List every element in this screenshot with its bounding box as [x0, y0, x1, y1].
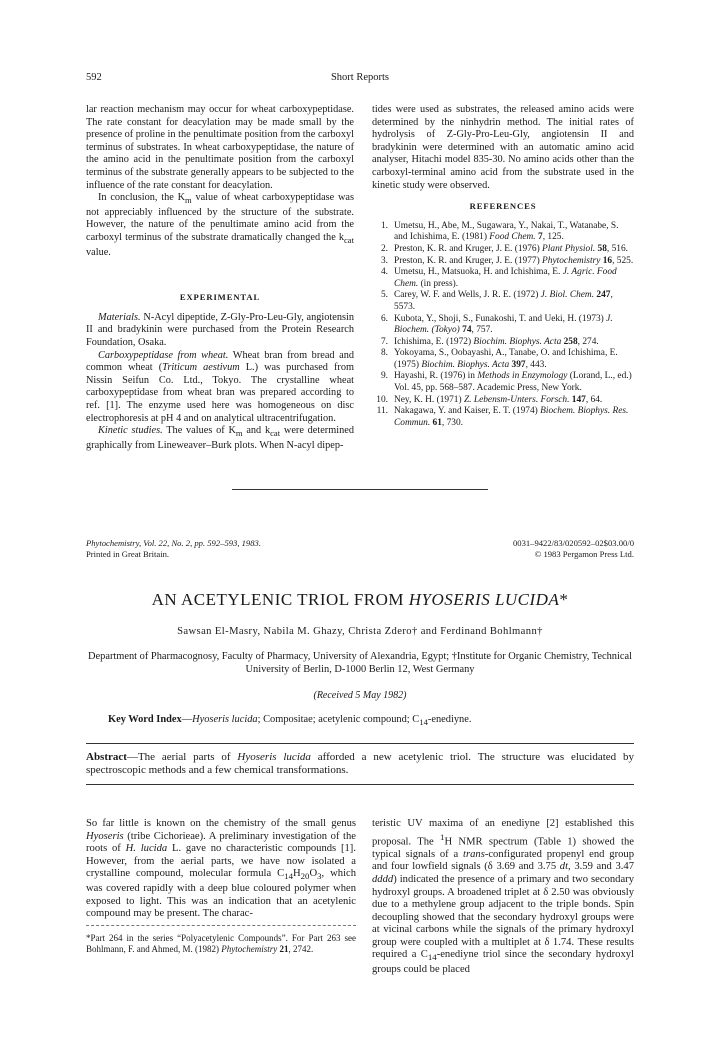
reference-number: 6. — [380, 313, 388, 324]
reference-item — [372, 314, 634, 337]
reference-text: Ney, K. H. (1971) Z. Lebensm-Unters. Forsch. 147, 64. — [394, 394, 603, 405]
experimental-heading: EXPERIMENTAL — [179, 292, 261, 303]
reference-item — [372, 221, 634, 244]
paragraph: In conclusion, the $K_m$ value of wheat carboxypeptidase was not appreciably influenced by the structure of the substrate. However, the nature of the penultimate amino acid from the carboxyl terminus of the substrate dramatically changed the $k_{cat}$ value. — [86, 192, 354, 258]
footnote-divider — [86, 925, 356, 926]
reference-item — [372, 290, 634, 313]
reference-text: Umetsu, H., Matsuoka, H. and Ichishima, E. J. Agric. Food Chem. (in press). — [394, 267, 617, 289]
reference-text: Umetsu, H., Abe, M., Sugawara, Y., Nakai, T., Watanabe, S. and Ichishima, E. (1981) Food Chem. 7, 125. — [394, 220, 619, 243]
reference-number: 4. — [380, 267, 388, 278]
reference-text: Preston, K. R. and Kruger, J. E. (1976) Plant Physiol. 58, 516. — [394, 243, 628, 254]
reference-text: Yokoyama, S., Oobayashi, A., Tanabe, O. and Ichishima, E. (1975) Biochim. Biophys. Acta 397, 443. — [394, 348, 618, 370]
paragraph: So far little is known on the chemistry of the small genus Hyoseris (tribe Cichorieae). A preliminary investigation of the roots of H. lucida L. gave no characteristic compounds [1]. However, from the aerial parts, we have now isolated a crystalline compound, molecular formula $C_{14}H_{20}O_3$, which was covered rapidly with a deep blue coloured polymer when exposed to light. This was an indication that an acetylenic compound may be present. The charac- — [86, 818, 357, 920]
reference-text: Ichishima, E. (1972) Biochim. Biophys. Acta 258, 274. — [394, 336, 599, 347]
paragraph: Carboxypeptidase from wheat. Wheat bran from bread and common wheat (Triticum aestivum L.) was purchased from Nissin Seifun Co. Ltd., Tokyo. The crystalline wheat carboxypeptidase from wheat bran was prepared according to ref. [1]. The enzyme used here was homogeneous on disc electrophoresis at pH 4 and on analytical ultracentrifugation. — [86, 349, 354, 424]
reference-number: 2. — [380, 243, 388, 254]
paragraph: teristic UV maxima of an enediyne [2] established this proposal. The $^1$H NMR spectrum (Table 1) showed the typical signals of a trans-configurated propenyl end group and four lowfield signals (δ 3.69 and 3.75 dt, 3.59 and 3.47 dddd) indicated the presence of a primary and two secondary hydroxyl groups. A broadened triplet at δ 2.50 was obviously due to a methylene group adjacent to the triple bonds. Spin decoupling showed that the secondary hydroxyl groups were at vicinal carbons while the signals of the primary hydroxyl group were coupled with a multiplet at δ 1.74. These results required a $C_{14}$-enediyne triol since the secondary hydroxyl groups could be placed — [372, 818, 635, 976]
page-header — [0, 72, 720, 86]
reference-item — [372, 395, 634, 407]
reference-number: 1. — [380, 220, 388, 231]
journal-code — [513, 538, 634, 560]
keywords-label: Key Word Index — [108, 714, 182, 725]
reference-number: 10. — [376, 394, 388, 405]
reference-number: 8. — [380, 348, 388, 359]
reference-item — [372, 371, 634, 394]
reference-number: 3. — [380, 255, 388, 266]
printed-in: Printed in Great Britain. — [86, 549, 170, 559]
reference-item — [372, 406, 634, 429]
references-heading: REFERENCES — [469, 201, 537, 212]
reference-item — [372, 267, 634, 290]
paragraph: tides were used as substrates, the released amino acids were determined by the ninhydrin method. The initial rates of hydrolysis of Z-Gly-Pro-Leu-Gly, angiotensin II and bradykinin were determined with an automatic amino acid analyser, Hitachi model 835-30. No amino acids other than the carboxyl-terminal amino acid from the substrate used in the kinetic study were observed. — [372, 104, 634, 191]
body-left-column — [86, 818, 356, 921]
keyword-index — [108, 714, 628, 727]
page-number: 592 — [86, 72, 102, 83]
journal-citation — [86, 538, 261, 560]
top-left-column — [86, 104, 354, 452]
divider — [86, 784, 634, 785]
reference-item — [372, 348, 634, 371]
authors: Sawsan El-Masry, Nabila M. Ghazy, Christa Zdero† and Ferdinand Bohlmann† — [177, 626, 543, 637]
reference-text: Carey, W. F. and Wells, J. R. E. (1972) J. Biol. Chem. 247, 5573. — [394, 290, 613, 312]
paragraph: Kinetic studies. The values of $K_m$ and $k_{cat}$ were determined graphically from Lineweaver–Burk plots. When N-acyl dipep- — [86, 425, 354, 451]
reference-item — [372, 244, 634, 256]
reference-list — [372, 221, 634, 430]
reference-number: 7. — [380, 336, 388, 347]
article-title: AN ACETYLENIC TRIOL FROM HYOSERIS LUCIDA* — [151, 590, 569, 609]
divider — [86, 743, 634, 744]
reference-text: Preston, K. R. and Kruger, J. E. (1977) Phytochemistry 16, 525. — [394, 255, 634, 266]
received-date: (Received 5 May 1982) — [313, 690, 407, 701]
reference-number: 11. — [376, 406, 388, 417]
keywords-text: —Hyoseris lucida; Compositae; acetylenic compound; $C_{14}$-enediyne. — [181, 714, 472, 728]
abstract-text: —The aerial parts of Hyoseris lucida afforded a new acetylenic triol. The structure was elucidated by spectroscopic methods and a few chemical transformations. — [86, 751, 634, 776]
footnote: *Part 264 in the series “Polyacetylenic Compounds”. For Part 263 see Bohlmann, F. and Ahmed, M. (1982) Phytochemistry 21, 2742. — [86, 933, 356, 955]
reference-item — [372, 256, 634, 268]
issn-code: 0031–9422/83/020592–02$03.00/0 — [512, 538, 634, 548]
copyright: © 1983 Pergamon Press Ltd. — [534, 549, 634, 559]
reference-text: Nakagawa, Y. and Kaiser, E. T. (1974) Biochem. Biophys. Res. Commun. 61, 730. — [394, 406, 629, 428]
paragraph: Materials. N-Acyl dipeptide, Z-Gly-Pro-Leu-Gly, angiotensin II and bradykinin were purchased from the Protein Research Foundation, Osaka. — [86, 311, 354, 348]
abstract-label: Abstract — [86, 751, 127, 763]
paragraph: lar reaction mechanism may occur for wheat carboxypeptidase. The rate constant for deacylation may be made small by the presence of proline in the penultimate position from the carboxyl terminus of substrates. In wheat carboxypeptidase, the nature of the amino acid in the penultimate position from the carboxyl terminus of the substrate generally appears to be subjected to the influence of the rate constant for deacylation. — [86, 104, 354, 191]
divider — [232, 489, 488, 490]
reference-number: 9. — [380, 371, 388, 382]
top-right-column — [372, 104, 634, 429]
reference-number: 5. — [380, 290, 388, 301]
reference-item — [372, 337, 634, 349]
affiliation: Department of Pharmacognosy, Faculty of Pharmacy, University of Alexandria, Egypt; †Institute for Organic Chemistry, Technical University of Berlin, D-1000 Berlin 12, West Germany — [88, 651, 632, 675]
running-head: Short Reports — [330, 72, 390, 83]
abstract — [86, 751, 634, 777]
journal-info: Phytochemistry, Vol. 22, No. 2, pp. 592–593, 1983. — [86, 538, 261, 548]
reference-text: Hayashi, R. (1976) in Methods in Enzymology (Lorand, L., ed.) Vol. 45, pp. 568–587. Academic Press, New York. — [394, 371, 632, 394]
reference-text: Kubota, Y., Shoji, S., Funakoshi, T. and Ueki, H. (1973) J. Biochem. (Tokyo) 74, 757. — [394, 313, 613, 336]
body-right-column — [372, 818, 634, 977]
